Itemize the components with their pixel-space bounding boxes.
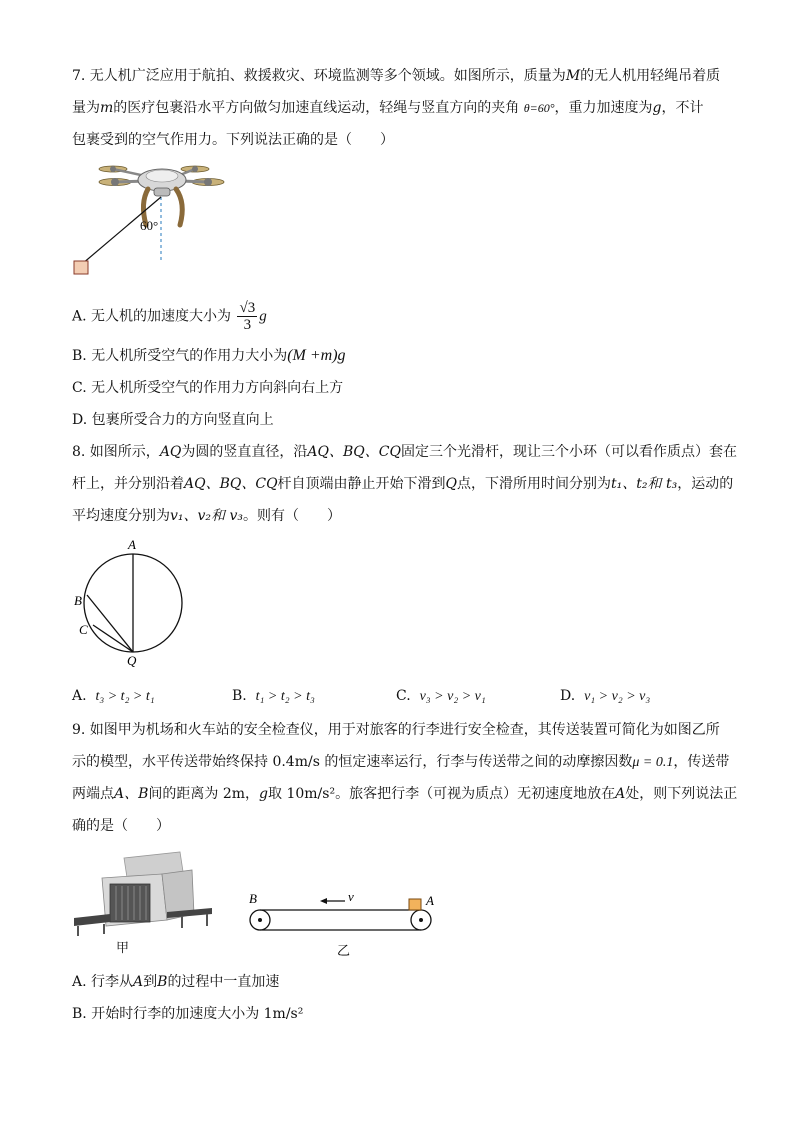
q8-label-b: B [74,593,82,608]
q8-line-3: 平均速度分别为v₁、v₂和 v₃。则有（ ） [72,508,342,524]
q9-line-1: 9. 如图甲为机场和火车站的安全检查仪，用于对旅客的行李进行安全检查，其传送装置可简化为如图乙所 [72,722,720,738]
q8-option-c[interactable]: C. v₃ > v₂ > v₁ [396,688,486,704]
q7-angle-label: 60° [140,218,159,233]
q9-option-b[interactable]: B. 开始时行李的加速度大小为 1m/s² [72,1006,304,1022]
q9-label-jia: 甲 [116,940,130,955]
q9-label-yi: 乙 [337,943,351,958]
q8-line-2: 杆上，并分别沿着AQ、BQ、CQ杆自顶端由静止开始下滑到Q点，下滑所用时间分别为t₁、t₂和 t₃，运动的 [72,476,734,492]
q8-label-a: A [128,537,136,552]
q9-option-a[interactable]: A. 行李从A到B的过程中一直加速 [72,974,280,990]
q9-line-2: 示的模型，水平传送带始终保持 0.4m/s 的恒定速率运行，行李与传送带之间的动摩擦因数μ = 0.1，传送带 [72,754,730,770]
q8-circle-figure [70,535,200,675]
q7-line-3: 包裹受到的空气作用力。下列说法正确的是（ ） [72,132,394,148]
q9-line-4: 确的是（ ） [72,818,170,834]
q9-label-b: B [249,891,257,906]
q7-option-c[interactable]: C. 无人机所受空气的作用力方向斜向右上方 [72,380,344,396]
q9-scanner-figure [72,848,222,958]
q7-option-a[interactable]: A. 无人机的加速度大小为 $\frac{√3}{3}$ g [72,300,267,333]
q7-drone-figure [70,155,230,280]
q8-label-q: Q [127,653,137,668]
q9-conveyor-figure [245,885,440,960]
q7-option-b[interactable]: B. 无人机所受空气的作用力大小为(M +m)g [72,347,346,364]
q9-label-v: v [348,889,354,904]
q8-line-1: 8. 如图所示，AQ为圆的竖直直径，沿AQ、BQ、CQ固定三个光滑杆，现让三个小环（可以看作质点）套在 [72,444,737,460]
q7-line-2: 量为m的医疗包裹沿水平方向做匀加速直线运动，轻绳与竖直方向的夹角 θ=60°，重力加速度为g，不计 [72,100,704,116]
q8-label-c: C [79,622,88,637]
q9-line-3: 两端点A、B间的距离为 2m，g取 10m/s²。旅客把行李（可视为质点）无初速度地放在A处，则下列说法正 [72,786,738,802]
q7-line-1: 7. 无人机广泛应用于航拍、救援救灾、环境监测等多个领域。如图所示，质量为M的无人机用轻绳吊着质 [72,68,721,84]
q9-label-a: A [426,893,434,908]
q7-option-a-fraction: $\frac{√3}{3}$ [239,300,256,333]
q8-option-d[interactable]: D. v₁ > v₂ > v₃ [560,688,651,704]
q8-option-a[interactable]: A. t₃ > t₂ > t₁ [72,688,155,704]
q8-option-b[interactable]: B. t₁ > t₂ > t₃ [232,688,315,704]
q7-option-d[interactable]: D. 包裹所受合力的方向竖直向上 [72,412,274,428]
